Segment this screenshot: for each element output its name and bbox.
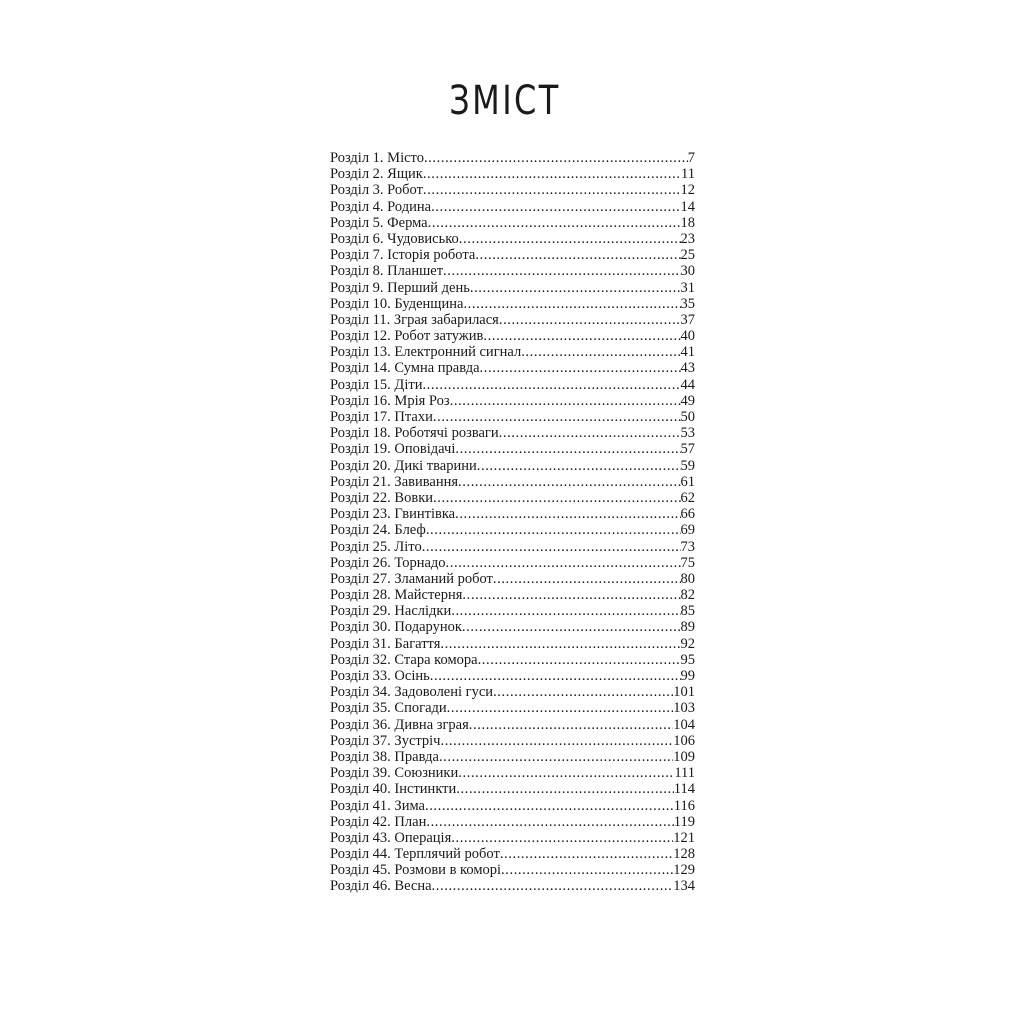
toc-entry <box>330 458 695 474</box>
toc-entry <box>330 878 695 894</box>
toc-entry-label: Розділ 10. Буденщина <box>330 295 464 312</box>
toc-entry-label: Розділ 18. Роботячі розваги <box>330 425 499 442</box>
toc-entry <box>330 425 695 441</box>
toc-dot-leader <box>478 652 681 668</box>
toc-entry <box>330 474 695 490</box>
toc-dot-leader <box>426 522 681 538</box>
toc-entry <box>330 684 695 700</box>
toc-entry-label: Розділ 46. Весна <box>330 878 432 895</box>
toc-entry-page-number: 92 <box>680 635 695 652</box>
toc-dot-leader <box>446 555 681 571</box>
toc-entry-label: Розділ 22. Вовки <box>330 489 434 506</box>
toc-entry-page-number: 43 <box>680 360 695 377</box>
toc-entry-label: Розділ 12. Робот затужив <box>330 328 484 345</box>
toc-entry <box>330 733 695 749</box>
toc-entry-label: Розділ 14. Сумна правда <box>330 360 480 377</box>
toc-entry-page-number: 23 <box>680 230 695 247</box>
toc-entry-label: Розділ 43. Операція <box>330 829 452 846</box>
toc-dot-leader <box>501 862 673 878</box>
toc-entry-page-number: 95 <box>680 651 695 668</box>
toc-entry-page-number: 69 <box>680 522 695 539</box>
toc-dot-leader <box>462 587 680 603</box>
toc-dot-leader <box>428 215 681 231</box>
toc-entry-label: Розділ 8. Планшет <box>330 263 444 280</box>
toc-entry <box>330 571 695 587</box>
toc-entry-label: Розділ 19. Оповідачі <box>330 441 456 458</box>
toc-entry-page-number: 99 <box>680 668 695 684</box>
toc-dot-leader <box>469 717 673 733</box>
toc-entry-page-number: 134 <box>673 878 695 895</box>
toc-entry-label: Розділ 41. Зима <box>330 797 425 814</box>
toc-entry <box>330 765 695 781</box>
toc-entry <box>330 199 695 215</box>
toc-entry-label: Розділ 5. Ферма <box>330 214 428 231</box>
toc-entry-label: Розділ 44. Терплячий робот <box>330 846 500 863</box>
toc-entry-label: Розділ 7. Історія робота <box>330 247 476 264</box>
toc-entry <box>330 280 695 296</box>
toc-entry-label: Розділ 3. Робот <box>330 182 423 199</box>
toc-entry-label: Розділ 33. Осінь <box>330 668 430 684</box>
toc-dot-leader <box>432 878 674 894</box>
toc-entry-page-number: 75 <box>680 554 695 571</box>
toc-dot-leader <box>493 684 673 700</box>
toc-entry <box>330 377 695 393</box>
toc-entry-page-number: 103 <box>673 700 695 717</box>
toc-entry-page-number: 57 <box>680 441 695 458</box>
toc-dot-leader <box>450 393 681 409</box>
toc-entry-label: Розділ 37. Зустріч <box>330 732 441 749</box>
toc-dot-leader <box>431 199 680 215</box>
toc-entry-page-number: 62 <box>680 489 695 506</box>
toc-entry-label: Розділ 31. Багаття <box>330 635 441 652</box>
toc-entry <box>330 231 695 247</box>
toc-entry-label: Розділ 24. Блеф <box>330 522 426 539</box>
toc-entry-label: Розділ 38. Правда <box>330 748 439 765</box>
toc-entry-label: Розділ 2. Ящик <box>330 166 423 183</box>
toc-dot-leader <box>455 506 680 522</box>
toc-entry-label: Розділ 13. Електронний сигнал <box>330 344 522 361</box>
toc-entry-page-number: 18 <box>680 214 695 231</box>
toc-entry <box>330 312 695 328</box>
toc-entry-page-number: 41 <box>680 344 695 361</box>
toc-entry-label: Розділ 34. Задоволені гуси <box>330 684 494 701</box>
toc-entry-label: Розділ 17. Птахи <box>330 409 433 425</box>
toc-entry-page-number: 121 <box>673 829 695 846</box>
toc-entry <box>330 862 695 878</box>
toc-entry-page-number: 44 <box>680 376 695 393</box>
toc-dot-leader <box>462 619 681 635</box>
toc-entry-page-number: 80 <box>680 570 695 587</box>
toc-entry-label: Розділ 30. Подарунок <box>330 619 462 636</box>
toc-entry-page-number: 12 <box>680 182 695 199</box>
toc-dot-leader <box>493 571 681 587</box>
toc-entry-page-number: 114 <box>673 781 695 798</box>
toc-entry <box>330 263 695 279</box>
toc-entry <box>330 700 695 716</box>
toc-dot-leader <box>480 360 681 376</box>
toc-entry <box>330 215 695 231</box>
toc-dot-leader <box>477 458 681 474</box>
toc-dot-leader <box>424 150 688 166</box>
toc-dot-leader <box>423 166 681 182</box>
toc-entry-label: Розділ 35. Спогади <box>330 700 447 717</box>
toc-dot-leader <box>456 781 674 797</box>
toc-entry-page-number: 37 <box>680 311 695 328</box>
toc-dot-leader <box>440 636 680 652</box>
toc-entry-page-number: 119 <box>673 813 695 830</box>
toc-dot-leader <box>422 539 681 555</box>
toc-dot-leader <box>455 441 680 457</box>
toc-entry-page-number: 104 <box>673 716 695 733</box>
toc-entry-label: Розділ 29. Наслідки <box>330 603 452 620</box>
toc-entry <box>330 555 695 571</box>
toc-entry-label: Розділ 6. Чудовисько <box>330 230 459 247</box>
toc-entry <box>330 506 695 522</box>
toc-entry-label: Розділ 45. Розмови в коморі <box>330 862 502 879</box>
toc-entry-label: Розділ 40. Інстинкти <box>330 781 457 798</box>
toc-entry <box>330 360 695 376</box>
toc-dot-leader <box>443 263 680 279</box>
table-of-contents <box>330 150 695 895</box>
toc-entry <box>330 749 695 765</box>
toc-dot-leader <box>483 328 680 344</box>
toc-dot-leader <box>458 474 680 490</box>
toc-entry <box>330 830 695 846</box>
toc-entry-label: Розділ 9. Перший день <box>330 279 470 296</box>
toc-entry <box>330 814 695 830</box>
toc-dot-leader <box>451 830 673 846</box>
toc-dot-leader <box>423 182 681 198</box>
toc-entry-page-number: 40 <box>680 328 695 345</box>
toc-entry-label: Розділ 28. Майстерня <box>330 587 463 604</box>
toc-dot-leader <box>459 231 681 247</box>
toc-entry-page-number: 82 <box>680 587 695 604</box>
toc-entry-page-number: 61 <box>680 473 695 490</box>
toc-entry-label: Розділ 11. Зграя забарилася <box>330 311 499 328</box>
toc-dot-leader <box>426 814 673 830</box>
toc-entry-label: Розділ 39. Союзники <box>330 765 459 782</box>
toc-entry <box>330 539 695 555</box>
toc-dot-leader <box>499 425 681 441</box>
toc-entry-page-number: 49 <box>680 392 695 409</box>
toc-entry-page-number: 129 <box>673 862 695 879</box>
toc-dot-leader <box>422 377 680 393</box>
toc-entry-label: Розділ 21. Завивання <box>330 473 459 490</box>
toc-entry-page-number: 31 <box>680 279 695 296</box>
toc-dot-leader <box>451 603 680 619</box>
toc-entry <box>330 587 695 603</box>
page-title: ЗМІСТ <box>449 78 561 124</box>
toc-entry <box>330 296 695 312</box>
toc-entry-label: Розділ 26. Торнадо <box>330 554 446 571</box>
toc-entry <box>330 182 695 198</box>
toc-entry <box>330 441 695 457</box>
toc-dot-leader <box>500 846 673 862</box>
toc-entry-label: Розділ 1. Місто <box>330 150 424 166</box>
toc-entry-page-number: 116 <box>673 797 695 814</box>
toc-entry-page-number: 11 <box>681 166 695 183</box>
toc-entry-label: Розділ 23. Гвинтівка <box>330 506 456 523</box>
toc-entry-page-number: 101 <box>673 684 695 701</box>
toc-dot-leader <box>463 296 680 312</box>
toc-dot-leader <box>470 280 681 296</box>
toc-entry <box>330 166 695 182</box>
toc-entry <box>330 328 695 344</box>
toc-entry-page-number: 53 <box>680 425 695 442</box>
toc-entry <box>330 393 695 409</box>
toc-entry-page-number: 85 <box>680 603 695 620</box>
toc-dot-leader <box>447 700 674 716</box>
toc-entry <box>330 490 695 506</box>
toc-entry <box>330 846 695 862</box>
toc-entry-label: Розділ 36. Дивна зграя <box>330 716 469 733</box>
toc-entry-page-number: 89 <box>680 619 695 636</box>
toc-entry-page-number: 111 <box>674 765 695 782</box>
toc-entry <box>330 781 695 797</box>
toc-entry <box>330 522 695 538</box>
toc-dot-leader <box>433 490 680 506</box>
toc-entry-label: Розділ 27. Зламаний робот <box>330 570 493 587</box>
toc-entry-page-number: 50 <box>680 409 695 425</box>
toc-entry <box>330 150 695 166</box>
toc-entry-page-number: 7 <box>687 150 695 166</box>
toc-entry <box>330 652 695 668</box>
toc-entry <box>330 603 695 619</box>
toc-entry-page-number: 73 <box>680 538 695 555</box>
toc-entry-label: Розділ 42. План <box>330 813 427 830</box>
toc-entry <box>330 247 695 263</box>
toc-entry-label: Розділ 25. Літо <box>330 538 422 555</box>
toc-entry-label: Розділ 15. Діти <box>330 376 423 393</box>
toc-entry-page-number: 30 <box>680 263 695 280</box>
toc-entry <box>330 619 695 635</box>
toc-entry-page-number: 109 <box>673 748 695 765</box>
toc-entry-page-number: 14 <box>680 198 695 215</box>
toc-entry-page-number: 59 <box>680 457 695 474</box>
toc-entry <box>330 409 695 425</box>
toc-entry-page-number: 25 <box>680 247 695 264</box>
toc-dot-leader <box>440 733 673 749</box>
toc-entry-page-number: 106 <box>673 732 695 749</box>
toc-dot-leader <box>433 409 681 425</box>
toc-entry-page-number: 35 <box>680 295 695 312</box>
toc-entry-label: Розділ 16. Мрія Роз <box>330 392 450 409</box>
toc-entry-label: Розділ 4. Родина <box>330 198 432 215</box>
toc-dot-leader <box>499 312 681 328</box>
toc-dot-leader <box>425 798 674 814</box>
toc-entry <box>330 344 695 360</box>
toc-dot-leader <box>430 668 681 684</box>
toc-entry-page-number: 128 <box>673 846 695 863</box>
toc-dot-leader <box>439 749 673 765</box>
toc-dot-leader <box>475 247 680 263</box>
toc-entry <box>330 668 695 684</box>
toc-entry <box>330 717 695 733</box>
toc-entry-label: Розділ 32. Стара комора <box>330 651 478 668</box>
toc-entry <box>330 636 695 652</box>
toc-dot-leader <box>521 344 680 360</box>
toc-dot-leader <box>458 765 674 781</box>
toc-entry <box>330 798 695 814</box>
toc-entry-label: Розділ 20. Дикі тварини <box>330 457 477 474</box>
toc-entry-page-number: 66 <box>680 506 695 523</box>
